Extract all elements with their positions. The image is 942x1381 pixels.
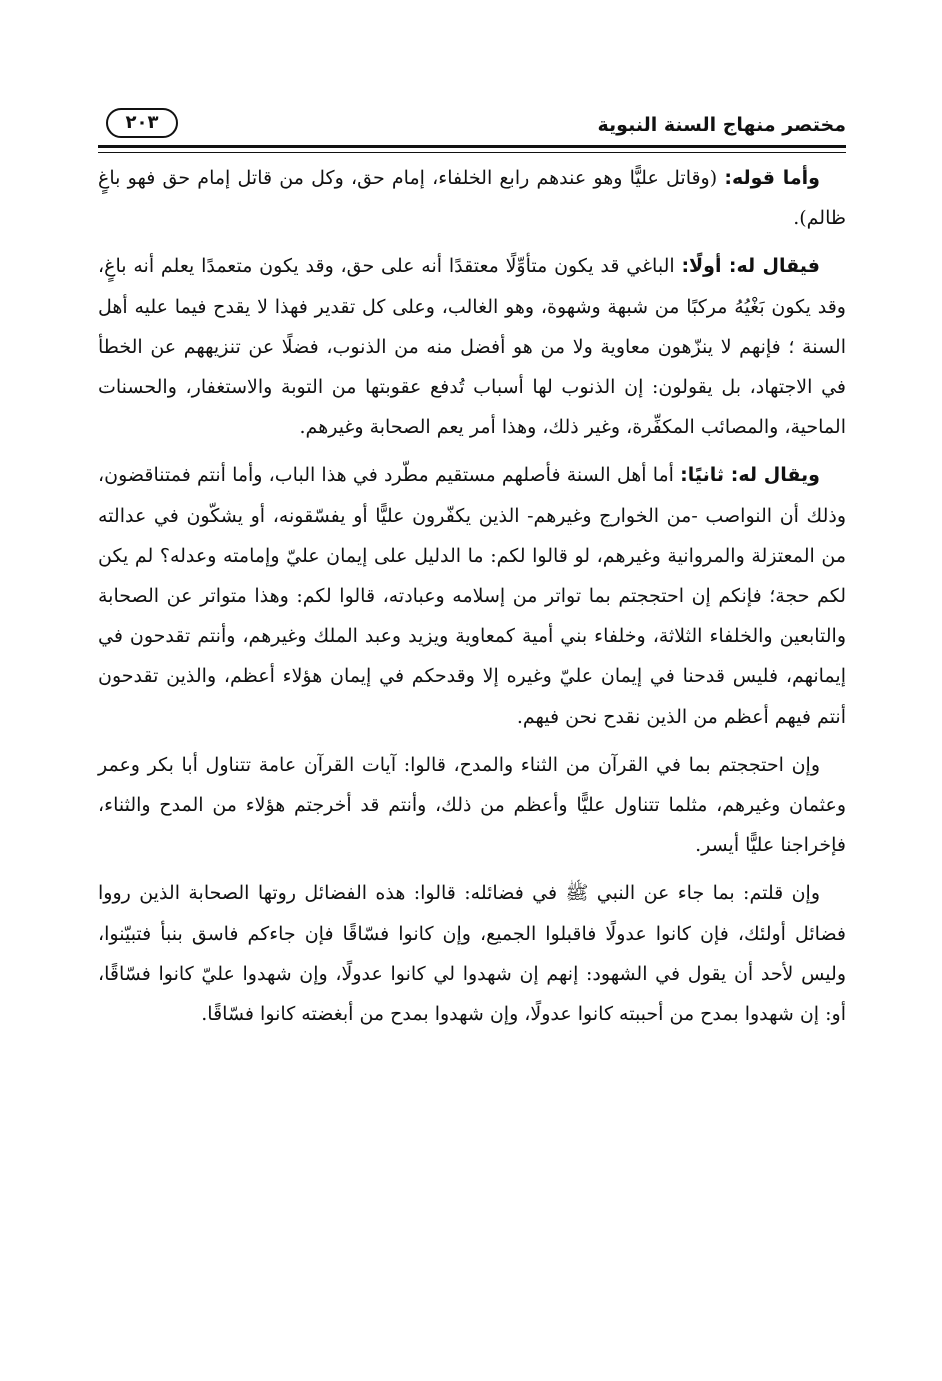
paragraph — [98, 246, 846, 447]
header-rule-thin — [98, 152, 846, 153]
paragraph-lead: ويقال له: ثانيًا: — [680, 464, 820, 487]
paragraph — [98, 873, 846, 1034]
paragraph-text: وإن احتججتم بما في القرآن من الثناء والمدح، قالوا: آيات القرآن عامة تتناول أبا بكر وعمر وعثمان وغيرهم، مثلما تتناول عليًّا وأعظم من ذلك، وأنتم قد أخرجتم هؤلاء من المدح والثناء، فإخراجنا عليًّا أيسر. — [98, 753, 846, 857]
book-title: مختصر منهاج السنة النبوية — [597, 114, 846, 136]
page-header — [98, 104, 846, 148]
paragraph-text: الباغي قد يكون متأوِّلًا معتقدًا أنه على حق، وقد يكون متعمدًا يعلم أنه باغٍ، وقد يكون بَغْيُهُ مركبًا من شبهة وشهوة، وهو الغالب، وعلى كل تقدير فهذا لا يقدح فيما عليه أهل السنة ؛ فإنهم لا ينزّهون معاوية ولا من هو أفضل منه من الذنوب، فضلًا عن تنزيههم عن الخطأ في الاجتهاد، بل يقولون: إن الذنوب لها أسباب تُدفع عقوبتها من التوبة والاستغفار، والحسنات الماحية، والمصائب المكفِّرة، وغير ذلك، وهذا أمر يعم الصحابة وغيرهم. — [98, 255, 846, 439]
page-number: ٢٠٣ — [106, 108, 178, 138]
paragraph-text: وإن قلتم: بما جاء عن النبي ﷺ في فضائله: قالوا: هذه الفضائل روتها الصحابة الذين رووا فضائل أولئك، فإن كانوا عدولًا فاقبلوا الجميع، وإن كانوا فسّاقًا فإن جاءكم فاسق بنبأ فتبيّنوا، وليس لأحد أن يقول في الشهود: إنهم إن شهدوا لي كانوا عدولًا، وإن شهدوا عليّ كانوا فسّاقًا، أو: إن شهدوا بمدح من أحببته كانوا عدولًا، وإن شهدوا بمدح من أبغضته كانوا فسّاقًا. — [98, 882, 846, 1026]
header-rule — [98, 145, 846, 148]
paragraph-text: أما أهل السنة فأصلهم مستقيم مطّرد في هذا الباب، وأما أنتم فمتناقضون، وذلك أن النواصب -من الخوارج وغيرهم- الذين يكفّرون عليًّا أو يفسّقونه، أو يشكّون في عدالته من المعتزلة والمروانية وغيرهم، لو قالوا لكم: ما الدليل على إيمان عليّ وإمامته وعدله؟ لم يكن لكم حجة؛ فإنكم إن احتججتم بما تواتر من إسلامه وعبادته، قالوا لكم: وهذا متواتر عن الصحابة والتابعين والخلفاء الثلاثة، وخلفاء بني أمية كمعاوية ويزيد وعبد الملك وغيرهم، وأنتم تقدحون في إيمانهم، فليس قدحنا في إيمان عليّ وغيره إلا وقدحكم في إيمان هؤلاء أعظم، والذين تقدحون أنتم فيهم أعظم من الذين نقدح نحن فيهم. — [98, 464, 846, 728]
paragraph — [98, 455, 846, 736]
paragraph — [98, 158, 846, 238]
paragraph-lead: فيقال له: أولًا: — [681, 255, 820, 278]
paragraph-text: (وقاتل عليًّا وهو عندهم رابع الخلفاء، إمام حق، وكل من قاتل إمام حق فهو باغٍ ظالم). — [98, 167, 846, 230]
paragraph — [98, 745, 846, 866]
paragraph-lead: وأما قوله: — [724, 167, 820, 189]
page-body — [98, 158, 846, 1042]
